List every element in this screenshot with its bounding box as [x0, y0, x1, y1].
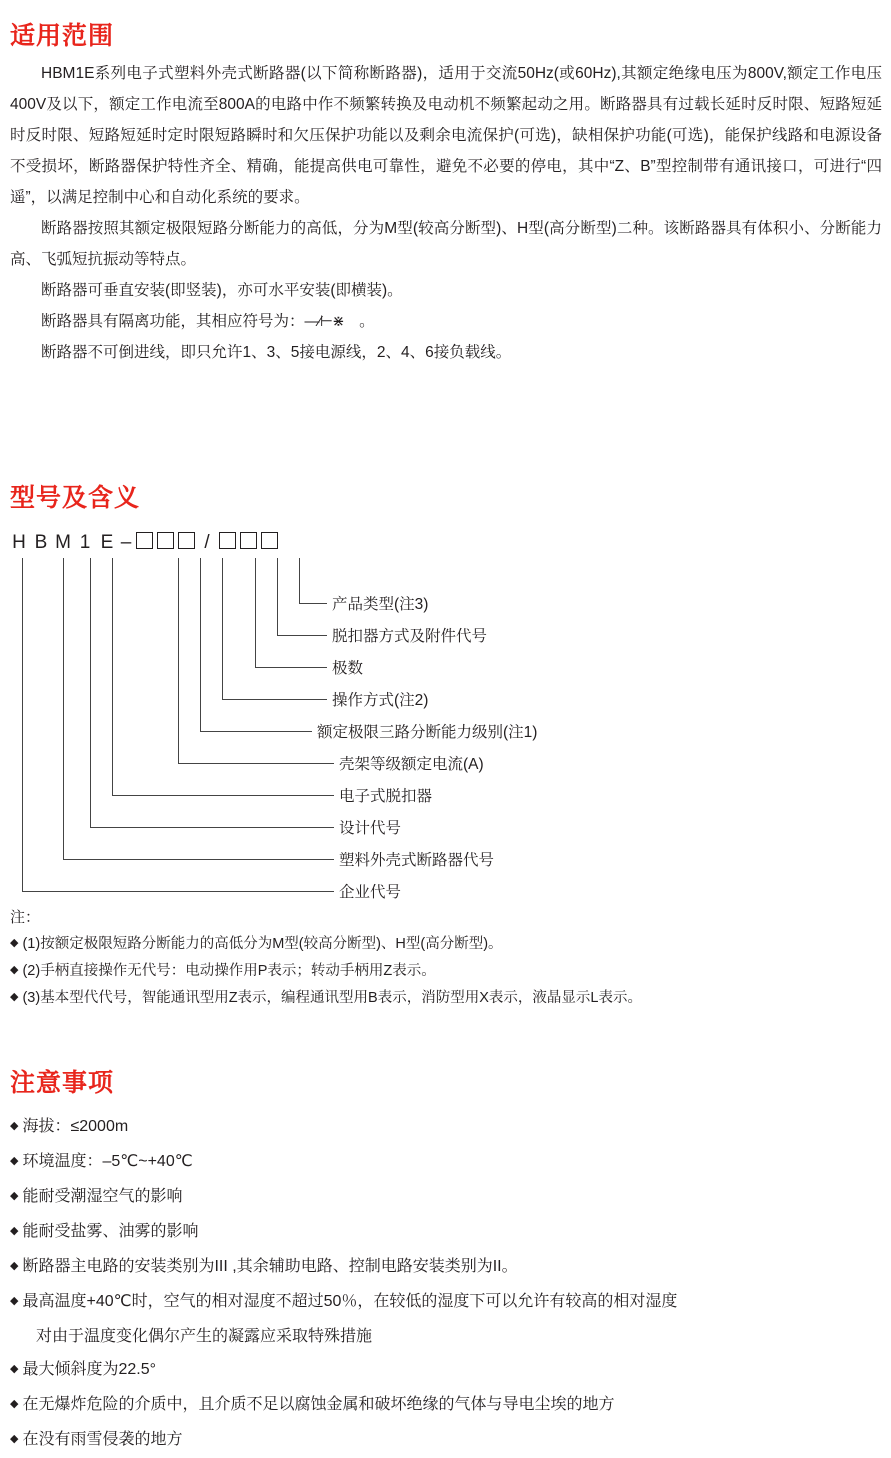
- scope-paragraph-4-period: 。: [343, 313, 375, 330]
- model-label-6: 壳架等级额定电流(A): [339, 756, 484, 773]
- code-box-4: [219, 532, 236, 549]
- isolation-symbol-icon: —⁄⊢⋇: [304, 313, 344, 330]
- attention-item-text: 环境温度：–5℃~+40℃: [22, 1153, 193, 1170]
- model-label-8: 设计代号: [339, 820, 402, 837]
- model-notes: [10, 905, 882, 1012]
- code-box-1: [136, 532, 153, 549]
- model-label-2: 脱扣器方式及附件代号: [332, 628, 488, 645]
- scope-paragraph-4: [10, 306, 882, 337]
- attention-item-text: 最高温度+40℃时，空气的相对湿度不超过50％，在较低的湿度下可以允许有较高的相对湿度: [22, 1293, 678, 1310]
- attention-item-sub: 对由于温度变化偶尔产生的凝露应采取特殊措施: [36, 1328, 373, 1345]
- code-char-E: E: [100, 532, 114, 553]
- model-note-3: [10, 985, 882, 1012]
- code-char-H: H: [12, 532, 26, 553]
- code-dash: –: [120, 532, 132, 553]
- diamond-bullet-icon: ◆: [10, 1155, 19, 1167]
- attention-item-text: 能耐受潮湿空气的影响: [22, 1188, 183, 1205]
- scope-paragraph-3: 断路器可垂直安装(即竖装)，亦可水平安装(即横装)。: [41, 282, 403, 299]
- diamond-bullet-icon: ◆: [10, 991, 19, 1003]
- code-box-3: [178, 532, 195, 549]
- attention-item-text: 能耐受盐雾、油雾的影响: [22, 1223, 199, 1240]
- code-char-M: M: [55, 532, 71, 553]
- attention-item-text: 海拔：≤2000m: [22, 1118, 129, 1135]
- model-notes-head: 注：: [10, 909, 41, 926]
- model-label-5: 额定极限三路分断能力级别(注1): [317, 724, 538, 741]
- leader-line-10: [22, 558, 334, 892]
- diamond-bullet-icon: ◆: [10, 1363, 19, 1375]
- scope-paragraph-4-text: 断路器具有隔离功能，其相应符号为：: [41, 313, 305, 330]
- code-box-5: [240, 532, 257, 549]
- code-slash: /: [204, 532, 210, 553]
- attention-section-title: 注意事项: [10, 1069, 115, 1097]
- model-label-10: 企业代号: [339, 884, 402, 901]
- attention-item: [10, 1110, 882, 1145]
- diamond-bullet-icon: ◆: [10, 1260, 19, 1272]
- model-label-7: 电子式脱扣器: [339, 788, 433, 805]
- model-code-diagram: [0, 532, 891, 902]
- attention-list: [10, 1110, 882, 1458]
- attention-item: [10, 1423, 882, 1458]
- attention-item-text: 在没有雨雪侵袭的地方: [22, 1431, 183, 1448]
- diamond-bullet-icon: ◆: [10, 1398, 19, 1410]
- diamond-bullet-icon: ◆: [10, 937, 19, 949]
- attention-item: [10, 1353, 882, 1388]
- attention-item: [10, 1145, 882, 1180]
- attention-item: [10, 1285, 882, 1320]
- model-note-2-text: (2)手柄直接操作无代号：电动操作用P表示；转动手柄用Z表示。: [22, 963, 436, 979]
- scope-body: [10, 58, 882, 368]
- diamond-bullet-icon: ◆: [10, 964, 19, 976]
- attention-item-text: 断路器主电路的安装类别为III ,其余辅助电路、控制电路安装类别为II。: [22, 1258, 518, 1275]
- diamond-bullet-icon: ◆: [10, 1295, 19, 1307]
- diamond-bullet-icon: ◆: [10, 1120, 19, 1132]
- model-label-4: 操作方式(注2): [332, 692, 429, 709]
- code-char-B: B: [34, 532, 48, 553]
- scope-paragraph-2: 断路器按照其额定极限短路分断能力的高低，分为M型(较高分断型)、H型(高分断型)二种。该断路器具有体积小、分断能力高、飞弧短抗振动等特点。: [10, 220, 882, 268]
- model-code-row: [8, 532, 280, 554]
- attention-item: [10, 1250, 882, 1285]
- attention-item: [10, 1388, 882, 1423]
- code-char-1: 1: [79, 532, 91, 553]
- attention-item-text: 在无爆炸危险的介质中，且介质不足以腐蚀金属和破坏绝缘的气体与导电尘埃的地方: [22, 1396, 615, 1413]
- diamond-bullet-icon: ◆: [10, 1225, 19, 1237]
- diamond-bullet-icon: ◆: [10, 1433, 19, 1445]
- model-note-3-text: (3)基本型代代号，智能通讯型用Z表示，编程通讯型用B表示，消防型用X表示，液晶显示L表示。: [22, 990, 642, 1006]
- scope-paragraph-1: HBM1E系列电子式塑料外壳式断路器(以下简称断路器)，适用于交流50Hz(或60Hz),其额定绝缘电压为800V,额定工作电压400V及以下，额定工作电流至800A的电路中作不频繁转换及电动机不频繁起动之用。断路器具有过载长延时反时限、短路短延时反时限、短路短延时定时限短路瞬时和欠压保护功能以及剩余电流保护(可选)，缺相保护功能(可选)，能保护线路和电源设备不受损坏，断路器保护特性齐全、精确，能提高供电可靠性，避免不必要的停电，其中“Z、B”型控制带有通讯接口，可进行“四遥”，以满足控制中心和自动化系统的要求。: [10, 65, 882, 206]
- model-label-1: 产品类型(注3): [332, 596, 429, 613]
- model-label-3: 极数: [332, 660, 364, 677]
- model-label-9: 塑料外壳式断路器代号: [339, 852, 495, 869]
- model-section-title: 型号及含义: [10, 484, 141, 512]
- model-note-1: [10, 931, 882, 958]
- diamond-bullet-icon: ◆: [10, 1190, 19, 1202]
- attention-item: [10, 1180, 882, 1215]
- scope-section-title: 适用范围: [10, 22, 115, 50]
- model-note-1-text: (1)按额定极限短路分断能力的高低分为M型(较高分断型)、H型(高分断型)。: [22, 936, 503, 952]
- code-box-6: [261, 532, 278, 549]
- scope-paragraph-5: 断路器不可倒进线，即只允许1、3、5接电源线，2、4、6接负载线。: [41, 344, 512, 361]
- attention-item-text: 最大倾斜度为22.5°: [22, 1361, 157, 1378]
- model-note-2: [10, 958, 882, 985]
- attention-item: [10, 1215, 882, 1250]
- code-box-2: [157, 532, 174, 549]
